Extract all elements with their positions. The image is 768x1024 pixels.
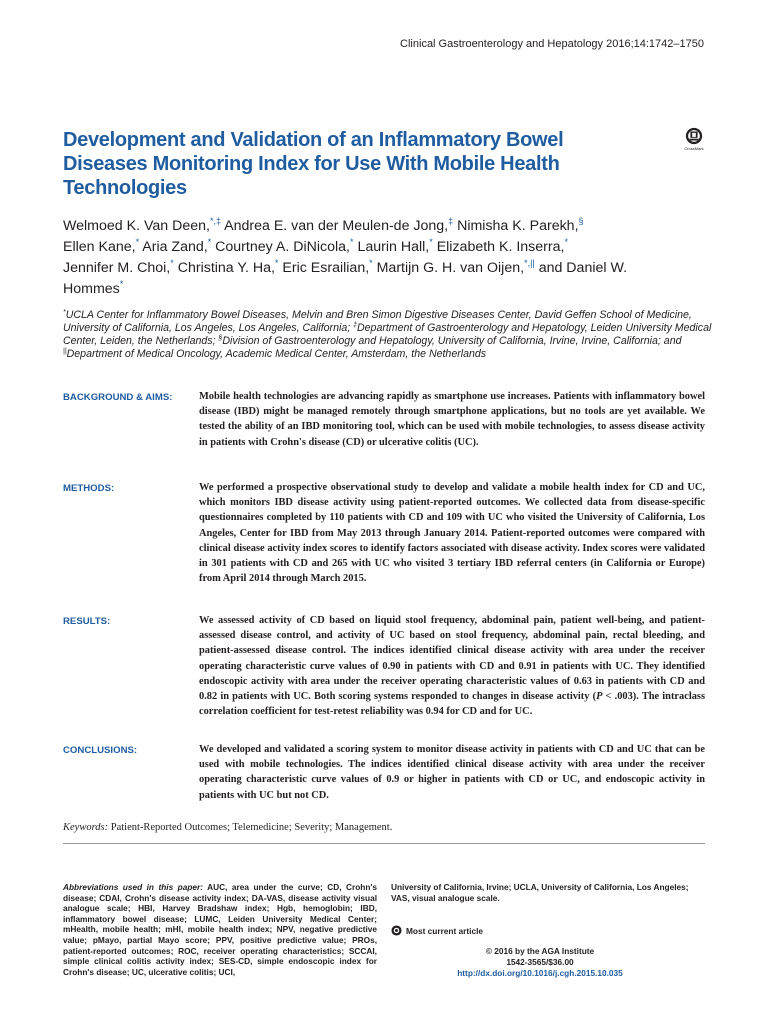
author-name: Courtney A. DiNicola, [211, 239, 350, 255]
author-affiliation-mark[interactable]: * [369, 258, 373, 268]
affiliation-text: UCLA Center for Inflammatory Bowel Diseases, Melvin and Bren Simon Digestive Diseases Center, David Geffen School of Medicine, University of California, Los Angeles, Los Angeles, California; [63, 309, 692, 334]
author-affiliation-mark[interactable]: * [170, 258, 174, 268]
abstract-conclusions-text: We developed and validated a scoring system to monitor disease activity in patients with CD and UC that can be used with mobile technologies. The indices identified clinical disease activity with area under the receiver operating characteristic curve values of 0.9 or higher in patients with CD or UC, and endoscopic activity in patients with UC but not CD. [199, 744, 705, 801]
author-name: Jennifer M. Choi, [63, 260, 171, 276]
author-name: Nimisha K. Parekh, [453, 218, 579, 234]
author-name: Laurin Hall, [353, 239, 430, 255]
abbreviations-text: AUC, area under the curve; CD, Crohn's disease; CDAI, Crohn's disease activity index; DA-VAS, disease activity visual analogue scale; HBI, Harvey Bradshaw index; Hgb, hemoglobin; IBD, inflammatory bowel disease; LUMC, Leiden University Medical Center; mHealth, mobile health; mHI, mobile health index; NPV, negative predictive value; pMayo, partial Mayo score; PPV, positive predictive value; PROs, patient-reported outcomes; ROC, receiver operating characteristics; SCCAI, simple clinical colitis activity index; SES-CD, simple endoscopic index for Crohn's disease; UC, ulcerative colitis; UCI, [63, 882, 377, 977]
author-affiliation-mark[interactable]: *,|| [524, 258, 535, 268]
article-title: Development and Validation of an Inflammatory Bowel Diseases Monitoring Index for Use With Mobile Health Technologies [63, 129, 564, 199]
abbreviations-lead: Abbreviations used in this paper: [63, 882, 204, 892]
author-affiliation-mark[interactable]: *,‡ [209, 216, 221, 226]
copyright-notice: © 2016 by the AGA Institute [485, 946, 595, 956]
author-name: Martijn G. H. van Oijen, [372, 260, 525, 276]
author-affiliation-mark[interactable]: * [119, 279, 124, 289]
author-affiliation-mark[interactable]: * [135, 237, 140, 247]
abstract-background-label: BACKGROUND & AIMS: [63, 392, 173, 403]
crossmark-badge[interactable] [681, 127, 707, 151]
author-name: Aria Zand, [139, 239, 208, 255]
affiliations [63, 309, 713, 361]
crossmark-icon [685, 127, 703, 145]
affiliation-mark: § [218, 335, 223, 342]
affiliation-mark: || [63, 348, 67, 355]
keywords-text: Patient-Reported Outcomes; Telemedicine; Severity; Management. [108, 822, 393, 833]
abstract-methods-text: We performed a prospective observational study to develop and validate a mobile health index for CD and UC, which monitors IBD disease activity using patient-reported outcomes. We collected data from disease-specific questionnaires completed by 110 patients with CD and 109 with UC who visited the University of California, Los Angeles, Center for IBD from May 2013 through January 2014. Patient-reported outcomes were compared with clinical disease activity index scores to identify factors associated with disease activity. Index scores were validated in 301 patients with CD and 265 with UC who visited 3 tertiary IBD referral centers (in California or Europe) from April 2014 through March 2015. [199, 482, 705, 585]
results-text-part: < .003). The intraclass correlation coefficient for test-retest reliability was 0.94 for CD and for UC. [199, 691, 705, 718]
abbreviations-continued: University of California, Irvine; UCLA, University of California, Los Angeles; VAS, visual analogue scale. [391, 882, 689, 903]
abstract-background-text: Mobile health technologies are advancing rapidly as smartphone use increases. Patients with inflammatory bowel disease (IBD) might be managed remotely through smartphone applications, but no tools are yet available. We tested the ability of an IBD monitoring tool, which can be used with mobile technologies, to assess disease activity in patients with Crohn's disease (CD) or ulcerative colitis (UC). [199, 391, 705, 448]
publication-info [440, 946, 640, 978]
author-list [63, 216, 643, 300]
journal-citation: Clinical Gastroenterology and Hepatology 2016;14:1742–1750 [400, 38, 704, 50]
author-affiliation-mark[interactable]: * [564, 237, 568, 247]
keywords [63, 822, 392, 833]
author-affiliation-mark[interactable]: * [429, 237, 433, 247]
affiliation-mark: ‡ [353, 322, 358, 329]
affiliation-text: Department of Gastroenterology and Hepatology, Leiden University Medical Center, Leiden, the Netherlands; [63, 322, 712, 347]
author-name: Andrea E. van der Meulen-de Jong, [220, 218, 449, 234]
crossmark-label: CrossMark [684, 146, 704, 151]
author-affiliation-mark[interactable]: * [207, 237, 212, 247]
doi-link[interactable]: http://dx.doi.org/10.1016/j.cgh.2015.10.035 [457, 967, 623, 978]
author-name: Elizabeth K. Inserra, [432, 239, 565, 255]
affiliation-text: Department of Medical Oncology, Academic Medical Center, Amsterdam, the Netherlands [66, 348, 487, 360]
author-name: and Daniel W. Hommes [63, 260, 628, 297]
author-affiliation-mark[interactable]: * [350, 237, 354, 247]
author-name: Eric Esrailian, [278, 260, 370, 276]
author-affiliation-mark[interactable]: * [274, 258, 279, 268]
author-name: Christina Y. Ha, [173, 260, 275, 276]
abbreviations-footnote [63, 882, 377, 977]
p-value-symbol: P [596, 691, 603, 703]
affiliation-text: Division of Gastroenterology and Hepatology, University of California, Irvine, Irvine, California; and [222, 335, 682, 347]
author-name: Ellen Kane, [63, 239, 136, 255]
abstract-results-label: RESULTS: [63, 616, 111, 627]
open-access-icon [391, 925, 402, 936]
affiliation-mark: * [63, 309, 66, 316]
author-name: Welmoed K. Van Deen, [63, 218, 210, 234]
footnote-divider [63, 843, 705, 844]
abstract-conclusions-label: CONCLUSIONS: [63, 745, 138, 756]
most-current-article-label: Most current article [406, 926, 483, 936]
results-text-part: We assessed activity of CD based on liquid stool frequency, abdominal pain, patient well-being, and patient-assessed disease control, and activity of UC based on stool frequency, abdominal pain, rectal bleeding, and patient-assessed disease control. The indices identified clinical disease activity with area under the receiver operating characteristic curve values of 0.90 in patients with CD and 0.91 in patients with UC. They identified endoscopic activity with area under the receiver operating characteristic values of 0.63 in patients with CD and 0.82 in patients with UC. Both scoring systems responded to changes in disease activity ( [199, 615, 705, 703]
abstract-results-text [199, 613, 705, 719]
author-affiliation-mark[interactable]: ‡ [448, 216, 454, 226]
abstract-methods-label: METHODS: [63, 483, 115, 494]
keywords-label: Keywords: [63, 822, 109, 833]
author-affiliation-mark[interactable]: § [578, 216, 584, 226]
most-current-article[interactable] [391, 925, 483, 936]
issn-price: 1542-3565/$36.00 [506, 956, 574, 967]
